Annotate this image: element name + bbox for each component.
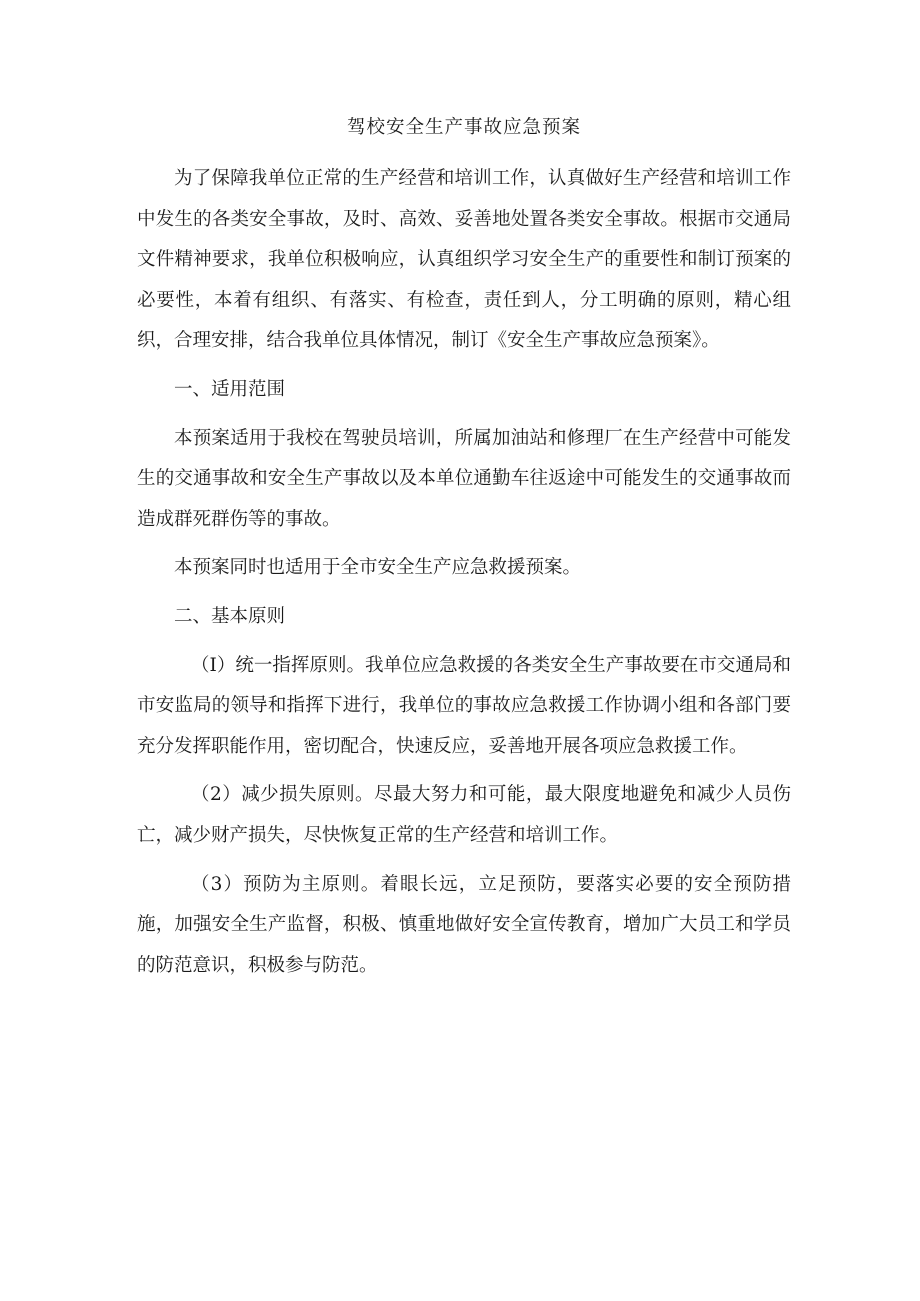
document-page — [137, 115, 791, 986]
paragraph-principle-2: （2）减少损失原则。尽最大努力和可能，最大限度地避免和减少人员伤亡，减少财产损失，尽快恢复正常的生产经营和培训工作。 — [137, 784, 791, 846]
paragraph-principle-3: （3）预防为主原则。着眼长远，立足预防，要落实必要的安全预防措施，加强安全生产监督，积极、慎重地做好安全宣传教育，增加广大员工和学员的防范意识，积极参与防范。 — [137, 873, 791, 976]
paragraph-scope-2: 本预案同时也适用于全市安全生产应急救援预案。 — [174, 557, 582, 579]
paragraph-intro: 为了保障我单位正常的生产经营和培训工作，认真做好生产经营和培训工作中发生的各类安全事故，及时、高效、妥善地处置各类安全事故。根据市交通局文件精神要求，我单位积极响应，认真组织学习安全生产的重要性和制订预案的必要性，本着有组织、有落实、有检查，责任到人，分工明确的原则，精心组织，合理安排，结合我单位具体情况，制订《安全生产事故应急预案》。 — [137, 168, 791, 352]
heading-principles: 二、基本原则 — [174, 605, 286, 627]
paragraph-principle-1: （I）统一指挥原则。我单位应急救援的各类安全生产事故要在市交通局和市安监局的领导和指挥下进行，我单位的事故应急救援工作协调小组和各部门要充分发挥职能作用，密切配合，快速反应，妥善地开展各项应急救援工作。 — [137, 654, 791, 757]
document-title: 驾校安全生产事故应急预案 — [346, 117, 581, 138]
paragraph-scope-1: 本预案适用于我校在驾驶员培训，所属加油站和修理厂在生产经营中可能发生的交通事故和安全生产事故以及本单位通勤车往返途中可能发生的交通事故而造成群死群伤等的事故。 — [137, 427, 791, 530]
heading-scope: 一、适用范围 — [174, 378, 286, 400]
